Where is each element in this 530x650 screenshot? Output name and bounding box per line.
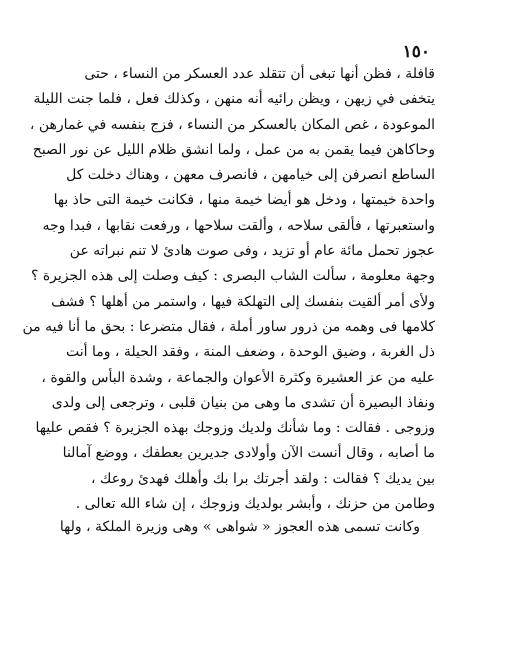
text-line: وطامن من حزنك ، وأبشر بولديك وزوجك ، إن شاء الله تعالى . (75, 496, 435, 513)
text-line: قافلة ، فظن أنها تبغى أن تتقلد عدد العسكر من النساء ، حتى (84, 66, 435, 82)
page-number: ١٥٠ (402, 42, 430, 62)
text-line: كلامها فى وهمه من ذرور ساور أملة ، فقال متضرعا : بحق ما أنا فيه من (22, 318, 435, 335)
text-line: عجوز تحمل مائة عام أو تزيد ، وفى صوت هادئ لا تنم نبراته عن (69, 243, 435, 260)
text-line: وجهة معلومة ، سألت الشاب البصرى : كيف وصلت إلى هذه الجزيرة ؟ (30, 268, 435, 285)
paragraph-second (59, 515, 420, 540)
text-line: ما أصابه ، وقال أنست الآن وأولادى جديرين بعطفك ، ووضع آمالنا (62, 445, 435, 462)
text-line: عليه من عز العشيرة وكثرة الأعوان والجماعة ، وشدة البأس والقوة ، (41, 369, 435, 386)
text-line: الساطع انصرفن إلى خيامهن ، فانصرف معهن ، وهناك دخلت كل (66, 167, 435, 184)
text-line: ذل الغربة ، وضيق الوحدة ، وضعف المنة ، وفقد الحيلة ، وما أنت (65, 344, 435, 361)
text-line: الموعودة ، غص المكان بالعسكر من النساء ، فزج بنفسه في غمارهن ، (29, 116, 435, 133)
text-line: واستعبرتها ، فألقى سلاحه ، وألقت سلاحها ، ورفعت نقابها ، فبدا وجه (42, 217, 435, 234)
text-line: وزوجى . فقالت : وما شأنك ولديك وزوجك بهذه الجزيرة ؟ فقص عليها (35, 420, 435, 437)
text-line: وكانت تسمى هذه العجوز « شواهى » وهى وزيرة الملكة ، ولها (59, 519, 420, 535)
text-line: يتخفى في زيهن ، ويظن رائيه أنه منهن ، وكذلك فعل ، فلما جنت الليلة (33, 91, 435, 108)
paragraph-main (22, 62, 435, 517)
text-line: ولأى أمر ألقيت بنفسك إلى التهلكة فيها ، واستمر من أهلها ؟ فشف (51, 293, 435, 310)
text-line: واحدة خيمتها ، ودخل هو أيضا خيمة منها ، فكانت خيمة التى حاذ بها (53, 192, 435, 209)
text-line: وحاكاهن فيما يقمن به من عمل ، ولما انشق ظلام الليل عن نور الصبح (32, 141, 435, 158)
text-line: بين يديك ؟ فقالت : ولقد أجرتك برا بك وأهلك فهدئ روعك ، (90, 470, 435, 487)
text-line: ونفاذ البصيرة أن تشدى ما وهى من بنيان قلبى ، وترجعى إلى ولدى (51, 394, 435, 411)
